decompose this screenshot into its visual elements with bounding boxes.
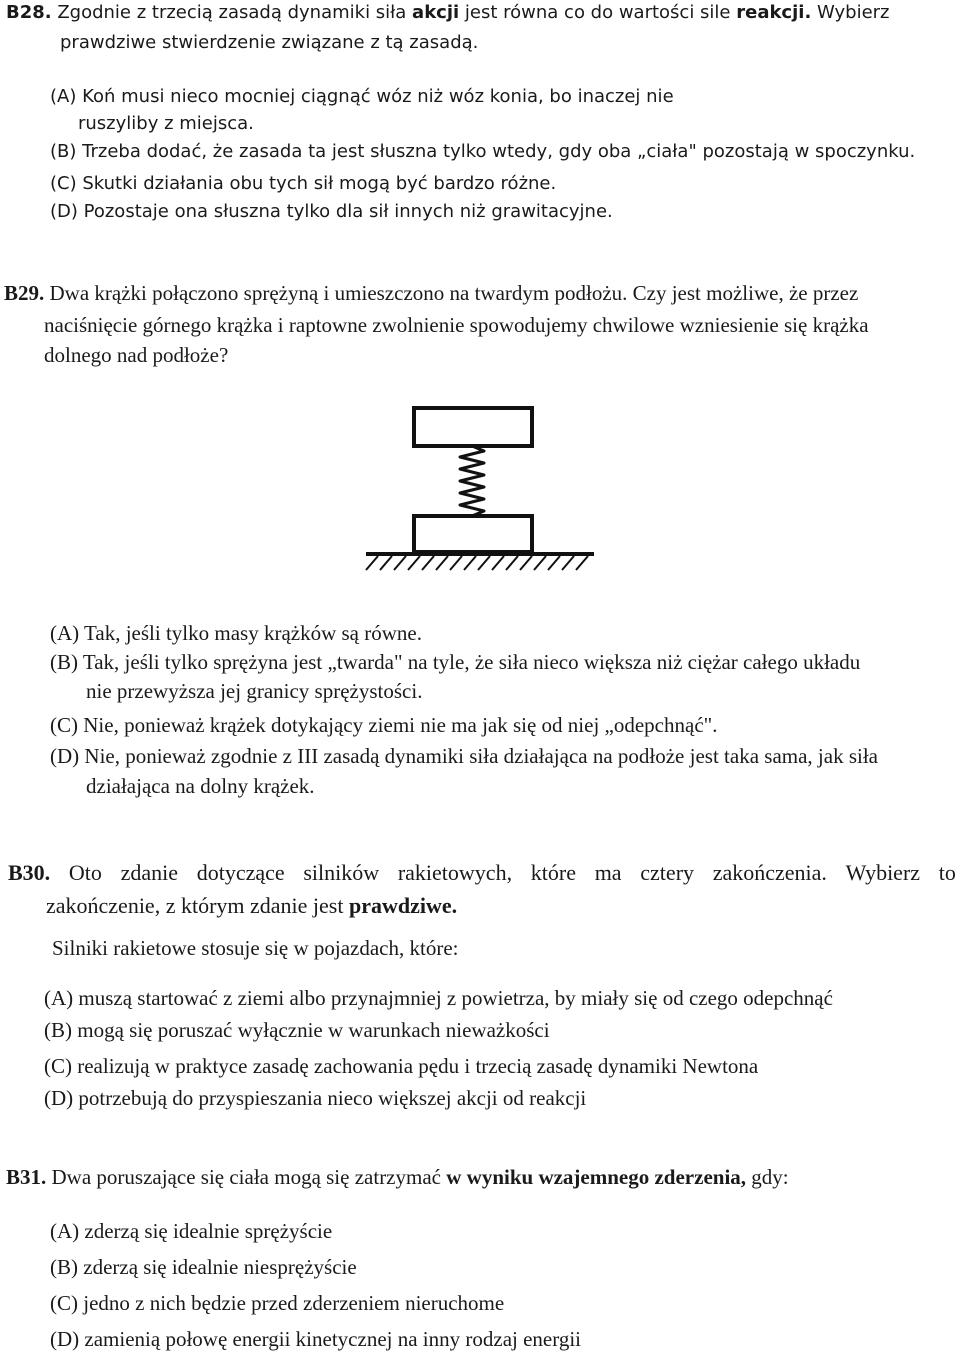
b28-option-d: (D) Pozostaje ona słuszna tylko dla sił innych niż grawitacyjne. [50,201,613,222]
hatch-mark [506,556,518,570]
hatch-mark [492,556,504,570]
b30-option-d: (D) potrzebują do przyspieszania nieco większej akcji od reakcji [44,1086,587,1110]
b31-intro: B31. Dwa poruszające się ciała mogą się zatrzymać w wyniku wzajemnego zderzenia, gdy: [6,1165,789,1189]
b28-intro-line-2: prawdziwe stwierdzenie związane z tą zasadą. [60,32,479,53]
b29-option-b-line-2: nie przewyższa jej granicy sprężystości. [86,679,423,703]
b31-label: B31. [6,1165,47,1189]
lower-disc [414,516,532,552]
hatch-mark [450,556,462,570]
hatch-mark [478,556,490,570]
b29-option-c: (C) Nie, ponieważ krążek dotykający ziemi nie ma jak się od niej „odepchnąć". [50,713,718,737]
b29-option-d-line-2: działająca na dolny krążek. [86,774,315,798]
b29-intro-line-3: dolnego nad podłoże? [44,343,229,367]
b28-option-a-line-1: (A) Koń musi nieco mocniej ciągnąć wóz niż wóz konia, bo inaczej nie [50,86,674,107]
b29-option-a: (A) Tak, jeśli tylko masy krążków są równe. [50,621,422,645]
spring-discs-figure [344,396,614,576]
hatch-mark [394,556,406,570]
b28-intro-line-1: B28. Zgodnie z trzecią zasadą dynamiki siła akcji jest równa co do wartości sile reakcji. Wybierz [6,2,890,23]
hatch-mark [422,556,434,570]
hatch-mark [464,556,476,570]
upper-disc [414,408,532,446]
b28-label: B28. [6,2,52,23]
b28-option-a-line-2: ruszyliby z miejsca. [78,113,254,134]
b31-option-d: (D) zamienią połowę energii kinetycznej na inny rodzaj energii [50,1327,582,1351]
hatch-mark [576,556,588,570]
b30-label: B30. [8,860,51,885]
hatch-mark [548,556,560,570]
hatch-mark [366,556,378,570]
b28-option-b: (B) Trzeba dodać, że zasada ta jest słuszna tylko wtedy, gdy oba „ciała" pozostają w spoczynku. [50,141,916,162]
hatch-mark [562,556,574,570]
b30-option-c: (C) realizują w praktyce zasadę zachowania pędu i trzecią zasadę dynamiki Newtona [44,1054,759,1078]
b29-intro-line-2: naciśnięcie górnego krążka i raptowne zwolnienie spowodujemy chwilowe wzniesienie się krążka [44,313,869,337]
b31-option-b: (B) zderzą się idealnie niesprężyście [50,1255,357,1279]
hatch-mark [520,556,532,570]
hatch-mark [408,556,420,570]
hatch-mark [534,556,546,570]
spring [460,446,484,516]
b28-option-c: (C) Skutki działania obu tych sił mogą być bardzo różne. [50,173,557,194]
ground-hatching [366,556,588,570]
b30-intro-line-1: B30. Oto zdanie dotyczące silników rakietowych, które ma cztery zakończenia. Wybierz to [8,860,956,885]
b29-option-b-line-1: (B) Tak, jeśli tylko sprężyna jest „twarda" na tyle, że siła nieco większa niż ciężar całego układu [50,650,861,674]
b30-option-b: (B) mogą się poruszać wyłącznie w warunkach nieważkości [44,1018,550,1042]
b30-option-a: (A) muszą startować z ziemi albo przynajmniej z powietrza, by miały się od czego odepchnąć [44,986,833,1010]
hatch-mark [380,556,392,570]
b31-option-c: (C) jedno z nich będzie przed zderzeniem nieruchome [50,1291,505,1315]
hatch-mark [436,556,448,570]
b30-stem: Silniki rakietowe stosuje się w pojazdach, które: [52,936,459,960]
b31-option-a: (A) zderzą się idealnie sprężyście [50,1219,333,1243]
b29-intro-line-1: B29. Dwa krążki połączono sprężyną i umieszczono na twardym podłożu. Czy jest możliwe, że przez [4,281,859,305]
b29-label: B29. [4,281,45,305]
b29-option-d-line-1: (D) Nie, ponieważ zgodnie z III zasadą dynamiki siła działająca na podłoże jest taka sama, jak siła [50,744,878,768]
b30-intro-line-2: zakończenie, z którym zdanie jest prawdziwe. [46,893,458,918]
